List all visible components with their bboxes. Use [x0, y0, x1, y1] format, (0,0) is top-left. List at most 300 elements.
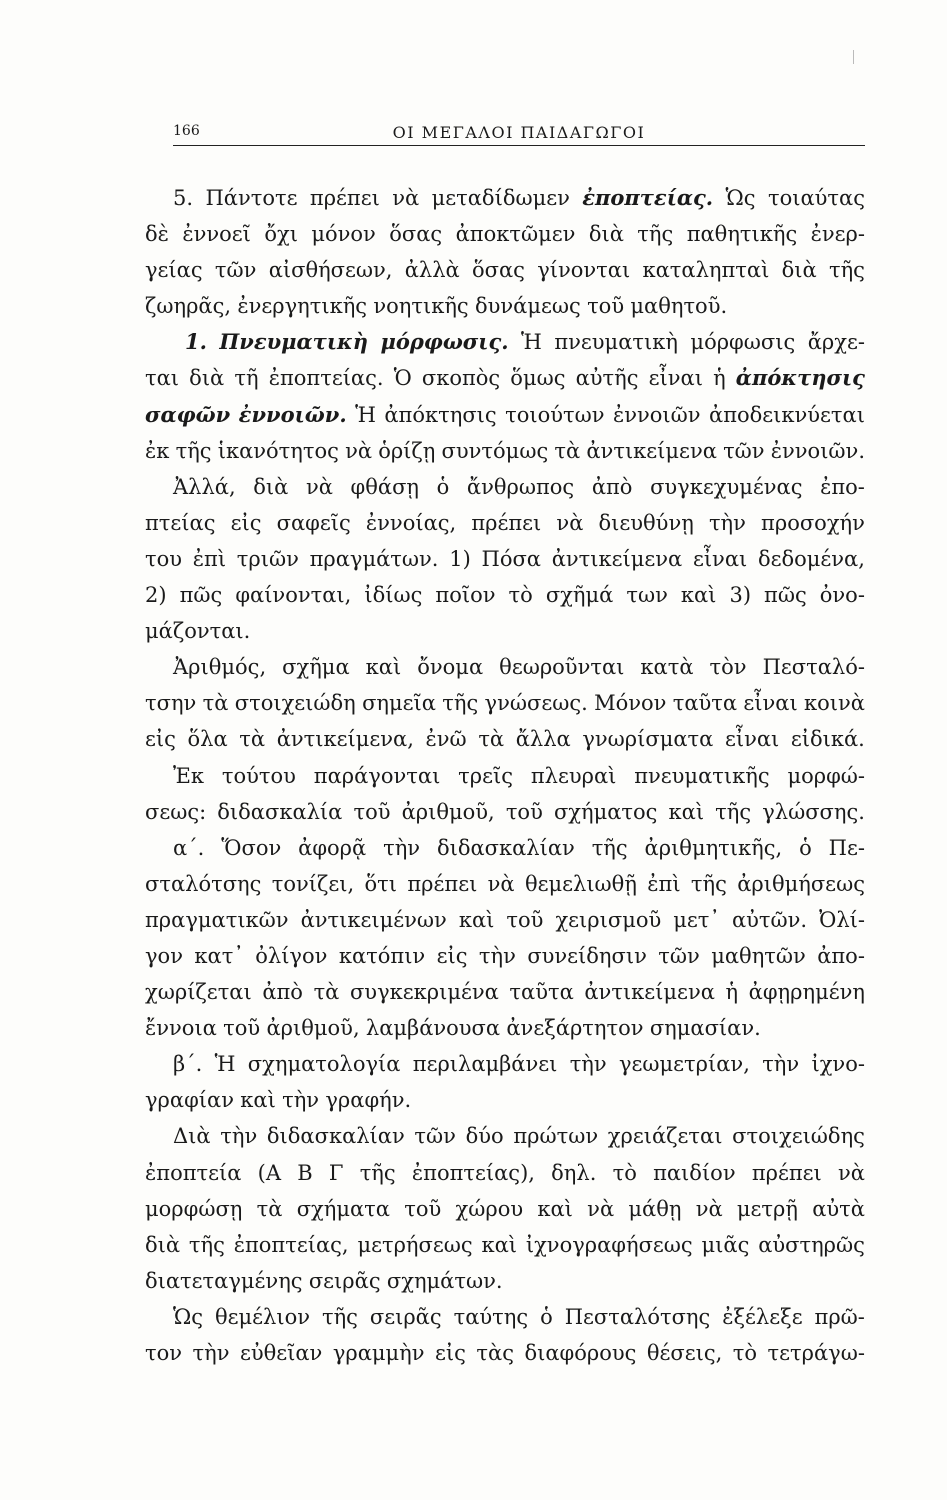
word: τοῦ [223, 1016, 261, 1041]
word: σαφεῖς [276, 510, 351, 535]
text-line [145, 360, 865, 396]
word: Πεσταλότσης [564, 1304, 711, 1329]
word: παιδίον [653, 1160, 736, 1185]
word: νὰ [695, 1196, 723, 1221]
word: φθάσῃ [350, 474, 419, 499]
emphasis-word: μόρφωσις. [380, 329, 509, 355]
word: 2) [145, 583, 167, 608]
word: σχήματος [553, 799, 658, 824]
word: χειρισμοῦ [555, 907, 662, 932]
text-line [145, 938, 865, 974]
word: τριῶν [236, 546, 299, 571]
word: ἐννοιῶν. [770, 438, 865, 463]
word: Ἡ [355, 402, 376, 427]
word: ἄλλα [515, 727, 571, 752]
word: ἐκ [145, 438, 170, 463]
word: αὐστηρῶς [758, 1232, 865, 1257]
word: ὀλίγον [255, 943, 328, 968]
text-line [145, 397, 865, 433]
word: τὰς [476, 1341, 514, 1365]
word: ἐπὶ [192, 546, 227, 571]
word: πραγμάτων. [309, 546, 439, 571]
emphasis-word: Πνευματικὴ [219, 329, 368, 355]
word: διατεταγμένης [145, 1268, 303, 1293]
word: διαφόρους [524, 1341, 637, 1365]
word: ὁ [799, 835, 812, 860]
word: τῆς [188, 1232, 225, 1257]
word: καταληπταὶ [642, 258, 770, 283]
word: σειρᾶς [369, 1304, 442, 1329]
word: ποῖον [435, 583, 496, 608]
text-line [145, 649, 865, 685]
word: γραμμὴν [332, 1341, 425, 1365]
word: ἄνθρωπος [466, 474, 575, 499]
text-line [145, 1263, 865, 1299]
scan-mark [853, 50, 854, 64]
word: τοιούτων [505, 402, 605, 427]
emphasis-word: ἐποπτείας. [582, 185, 714, 210]
word: ται [145, 366, 180, 391]
word: ἐννοίας, [365, 510, 457, 535]
word: τῶν [658, 943, 700, 968]
word: τῆς [690, 871, 727, 896]
word: Ἀριθμός, [173, 655, 267, 680]
word: γείας [145, 258, 203, 283]
word: σκοπὸς [421, 366, 501, 391]
text-line [145, 180, 865, 216]
word: εἰς [230, 510, 262, 535]
word: ἀριθμήσεως [737, 871, 865, 896]
word: κατόπιν [338, 943, 426, 968]
word: εἶναι [648, 366, 703, 391]
word: τὰ [478, 727, 505, 752]
word: εἶναι [724, 727, 780, 752]
word: νὰ [305, 474, 333, 499]
word: Μόνον [594, 691, 667, 716]
word: ἐποπτεία [145, 1160, 242, 1185]
word: τῆς [442, 691, 479, 716]
word: καὶ [537, 1196, 573, 1221]
word: τετράγω- [767, 1341, 865, 1365]
word: σημασίαν. [649, 1016, 761, 1041]
word: καὶ [668, 799, 705, 824]
word: εἶναι [743, 691, 798, 716]
word: τούτου [221, 763, 296, 788]
word: ἐνερ- [810, 222, 865, 247]
word: διὰ [781, 258, 817, 283]
word: προσοχήν [761, 510, 865, 535]
word: Ὀλί- [819, 907, 865, 932]
word: τὴν [569, 1052, 607, 1077]
word: μετ᾽ [673, 907, 720, 932]
word: σταλότσης [145, 871, 262, 896]
word: εἰς [145, 727, 176, 752]
word: Β [297, 1160, 313, 1185]
word: εὐθεῖαν [239, 1341, 323, 1365]
word: γλώσσης. [762, 799, 865, 824]
word: πρώτων [513, 1124, 599, 1149]
word: θέσεις, [646, 1341, 723, 1365]
text-line [145, 794, 865, 830]
word: του [145, 546, 183, 571]
emphasis-word: 1. [185, 329, 207, 355]
text-line [145, 1010, 865, 1046]
word: μάζονται. [145, 619, 251, 644]
word: πνευματικὴ [554, 330, 678, 355]
word: ἐνεργητικῆς [237, 294, 368, 319]
word: μετρήσεως [357, 1232, 473, 1257]
word: Διὰ [173, 1124, 211, 1149]
text-line [145, 216, 865, 252]
text-line [145, 902, 865, 938]
word: διὰ [145, 1232, 181, 1257]
word: Ὡς [173, 1304, 204, 1329]
text-line [145, 1155, 865, 1191]
word: σειρᾶς [308, 1268, 381, 1293]
word: ἐννοιῶν [612, 402, 701, 427]
word: τοῦ [505, 799, 543, 824]
word: τοῦ [587, 294, 625, 319]
word: παράγονται [313, 763, 441, 788]
word: γραφίαν [145, 1088, 234, 1113]
word: μορφώσῃ [145, 1196, 243, 1221]
word: διὰ [253, 474, 289, 499]
word: σεως: [145, 799, 207, 824]
word: τὰ [202, 691, 229, 716]
word: μιᾶς [701, 1232, 750, 1257]
word: τῆ [234, 366, 259, 391]
word: αὐτὰ [812, 1196, 865, 1221]
word: τοῦ [404, 1196, 442, 1221]
word: Ἡ [214, 1052, 236, 1077]
body-text [145, 180, 865, 1371]
word: ἀντικείμενα [584, 980, 715, 1005]
word: διδασκαλίαν [436, 835, 575, 860]
word: πραγματικῶν [145, 907, 289, 932]
emphasis-word: ἐννοιῶν. [238, 401, 347, 427]
text-line [145, 469, 865, 505]
word: τὴν [282, 1088, 320, 1113]
word: δεδομένα, [757, 546, 865, 571]
word: τοιαύτας [767, 186, 865, 210]
word: ὅμως [510, 366, 566, 391]
word: γον [145, 943, 183, 968]
word: ἀπὸ [262, 980, 303, 1005]
word: σχῆμά [545, 583, 614, 608]
word: μόρφωσις [690, 330, 796, 355]
word: συγκεχυμένας [650, 474, 803, 499]
word: νὰ [392, 186, 420, 210]
word: ὅτι [364, 871, 398, 896]
text-line [145, 830, 865, 866]
word: τῶν [414, 1124, 456, 1149]
text-line [145, 613, 865, 649]
word: συντόμως [441, 438, 549, 463]
word: ταῦτα [509, 980, 574, 1005]
word: συγκεκριμένα [349, 980, 499, 1005]
word: χώρου [455, 1196, 524, 1221]
word: αἰσθήσεων, [268, 258, 393, 283]
word: θεμελιωθῇ [524, 871, 637, 896]
word: μάθῃ [628, 1196, 682, 1221]
word: ἐποπτείας), [411, 1160, 535, 1185]
word: ἀριθμητικῆς, [644, 835, 783, 860]
word: καὶ [240, 1088, 276, 1113]
word: αὐτῶν. [731, 907, 808, 932]
word: πνευματικῆς [634, 763, 770, 788]
word: τῆς [359, 1160, 396, 1185]
word: θεωροῦνται [499, 655, 625, 680]
word: Ἡ [521, 330, 542, 355]
text-line [145, 1299, 865, 1335]
word: ἐξέλεξε [722, 1304, 803, 1329]
word: ὅσας [389, 222, 443, 247]
word: 3) [729, 583, 752, 608]
word: ἄρχε- [807, 330, 865, 355]
word: τῆς [321, 1304, 358, 1329]
word: πλευραὶ [530, 763, 617, 788]
word: εἶναι [692, 546, 748, 571]
word: διδασκαλία [217, 799, 343, 824]
word: νὰ [487, 871, 515, 896]
word: πῶς [764, 583, 807, 608]
word: νὰ [345, 438, 373, 463]
text-line [145, 1335, 865, 1371]
word: κοινὰ [804, 691, 865, 716]
text-line [145, 1082, 865, 1118]
word: ἀριθμοῦ, [401, 799, 495, 824]
text-line [145, 541, 865, 577]
word: τοῦ [353, 799, 391, 824]
word: ἀλλὰ [404, 258, 460, 283]
word: ζωηρᾶς, [145, 294, 232, 319]
word: ἀποκτῶμεν [455, 222, 576, 247]
word: πρέπει [751, 1160, 822, 1185]
word: κατὰ [640, 655, 694, 680]
word: γνώσεως. [484, 691, 588, 716]
word: Πεσταλό- [762, 655, 865, 680]
word: τσην [145, 691, 197, 716]
word: ὁρίζῃ [378, 438, 436, 463]
text-line [145, 721, 865, 757]
word: διευθύνῃ [598, 510, 694, 535]
text-line [145, 974, 865, 1010]
word: δυνάμεως [474, 294, 581, 319]
word: ὁ [540, 1304, 553, 1329]
word: σχῆμα [282, 655, 350, 680]
word: 1) [449, 546, 471, 571]
word: Ἐκ [173, 763, 205, 788]
text-line [145, 288, 865, 324]
word: δὲ [145, 222, 169, 247]
word: εἰδικά. [790, 727, 865, 752]
word: τὴν [383, 835, 421, 860]
word: καὶ [680, 583, 717, 608]
word: τρεῖς [458, 763, 513, 788]
word: πρέπει [471, 510, 542, 535]
word: τον [145, 1341, 183, 1365]
word: φαίνονται, [235, 583, 352, 608]
text-line [145, 1046, 865, 1082]
word: ἐπο- [820, 474, 865, 499]
word: εἰς [436, 943, 468, 968]
text-line [145, 505, 865, 541]
word: στοιχειώδη [234, 691, 356, 716]
running-header [173, 121, 865, 146]
word: τὰ [256, 1196, 283, 1221]
word: ἀποδεικνύεται [709, 402, 865, 427]
word: τὰ [239, 727, 266, 752]
text-line [145, 1191, 865, 1227]
word: μόνον [311, 222, 376, 247]
word: ἀπὸ [591, 474, 633, 499]
word: των [626, 583, 668, 608]
word: τὸ [732, 1341, 758, 1365]
text-line [145, 1227, 865, 1263]
word: θεμέλιον [215, 1304, 311, 1329]
word: τὴν [192, 1341, 230, 1365]
word: τῆς [175, 438, 212, 463]
word: 5. [173, 186, 194, 210]
text-line [145, 866, 865, 902]
word: Γ [328, 1160, 344, 1185]
word: ὀνο- [819, 583, 865, 608]
word: ἀφορᾷ [298, 835, 367, 860]
emphasis-word: σαφῶν [145, 401, 231, 427]
word: ἐννοεῖ [182, 222, 251, 247]
word: μαθητοῦ. [630, 294, 728, 319]
word: περιλαμβάνει [412, 1052, 558, 1077]
text-line [145, 252, 865, 288]
word: πρέπει [309, 186, 380, 210]
word: πρέπει [407, 871, 478, 896]
word: τὸ [508, 583, 533, 608]
word: τῆς [591, 835, 628, 860]
word: Πόσα [481, 546, 541, 571]
word: ἰχνο- [811, 1052, 865, 1077]
word: τὴν [708, 510, 746, 535]
word: σχήματα [296, 1196, 390, 1221]
word: (Α [257, 1160, 282, 1185]
word: ἀντικείμενα [586, 438, 717, 463]
word: νὰ [556, 510, 584, 535]
word: ἀφῃρημένη [748, 980, 865, 1005]
word: τοῦ [506, 907, 544, 932]
word: τῶν [723, 438, 765, 463]
word: ἀπο- [817, 943, 865, 968]
word: ταύτης [453, 1304, 529, 1329]
word: παθητικῆς [686, 222, 798, 247]
word: σημεῖα [362, 691, 436, 716]
word: τὰ [554, 438, 581, 463]
word: καὶ [458, 907, 495, 932]
word: γεωμετρίαν, [618, 1052, 750, 1077]
word: κατ᾽ [194, 943, 244, 968]
word: νὰ [837, 1160, 865, 1185]
word: δύο [465, 1124, 504, 1149]
word: ὄνομα [417, 655, 484, 680]
word: στοιχειώδης [732, 1124, 865, 1149]
word: ταῦτα [672, 691, 738, 716]
word: Πε- [828, 835, 865, 860]
word: μετρῇ [736, 1196, 798, 1221]
word: ἐνῶ [425, 727, 467, 752]
page-number: 166 [173, 123, 200, 139]
running-title: ΟΙ ΜΕΓΑΛΟΙ ΠΑΙΔΑΓΩΓΟΙ [392, 123, 646, 142]
word: τονίζει, [271, 871, 355, 896]
word: χρειάζεται [607, 1124, 723, 1149]
word: ἀπόκτησις [384, 402, 497, 427]
word: ἐπὶ [647, 871, 681, 896]
word: πῶς [179, 583, 223, 608]
word: νοητικῆς [373, 294, 469, 319]
word: πρῶ- [814, 1304, 865, 1329]
word: τῆς [637, 222, 674, 247]
word: ὅσας [472, 258, 525, 283]
word: ἰδίως [364, 583, 423, 608]
word: νὰ [587, 1196, 615, 1221]
word: ἡ [725, 980, 739, 1005]
word: γραφήν. [325, 1088, 412, 1113]
word: ὄχι [264, 222, 298, 247]
word: τὴν [220, 1124, 258, 1149]
text-line [145, 758, 865, 794]
word: καὶ [365, 655, 402, 680]
word: ἐποπτείας, [233, 1232, 349, 1257]
word: ἔννοια [145, 1016, 217, 1041]
word: Ἀλλά, [173, 474, 236, 499]
word: λαμβάνουσα [365, 1016, 501, 1041]
text-line [145, 1118, 865, 1154]
word: χωρίζεται [145, 980, 252, 1005]
word: σχημάτων. [386, 1268, 503, 1293]
text-line [145, 685, 865, 721]
word: γνωρίσματα [582, 727, 714, 752]
word: α΄. [173, 835, 205, 860]
word: ἀριθμοῦ, [266, 1016, 360, 1041]
word: πτείας [145, 510, 216, 535]
word: β΄. [173, 1052, 203, 1077]
word: τὴν [762, 1052, 800, 1077]
word: ἰχνογραφήσεως [525, 1232, 693, 1257]
word: ἀντικείμενα [551, 546, 683, 571]
word: καὶ [481, 1232, 517, 1257]
word: ὁ [436, 474, 450, 499]
word: διὰ [588, 222, 624, 247]
word: διὰ [189, 366, 225, 391]
word: σχηματολογία [247, 1052, 401, 1077]
word: αὐτῆς [575, 366, 639, 391]
word: ἱκανότητος [217, 438, 339, 463]
word: Ὅσον [221, 835, 282, 860]
word: ἀντικειμένων [300, 907, 447, 932]
emphasis-word: ἀπόκτησις [735, 365, 865, 391]
word: μεταδίδωμεν [431, 186, 570, 210]
text-line [145, 433, 865, 469]
word: ἀντικείμενα, [276, 727, 414, 752]
word: γίνονται [537, 258, 631, 283]
word: τὸν [709, 655, 747, 680]
word: τὸ [612, 1160, 637, 1185]
word: ἡ [713, 366, 726, 391]
word: εἰς [435, 1341, 466, 1365]
word: ἐποπτείας. [268, 366, 384, 391]
word: συνείδησιν [527, 943, 647, 968]
word: Ὁ [393, 366, 412, 391]
word: Πάντοτε [205, 186, 298, 210]
word: μαθητῶν [711, 943, 806, 968]
word: ἀνεξάρτητον [506, 1016, 644, 1041]
